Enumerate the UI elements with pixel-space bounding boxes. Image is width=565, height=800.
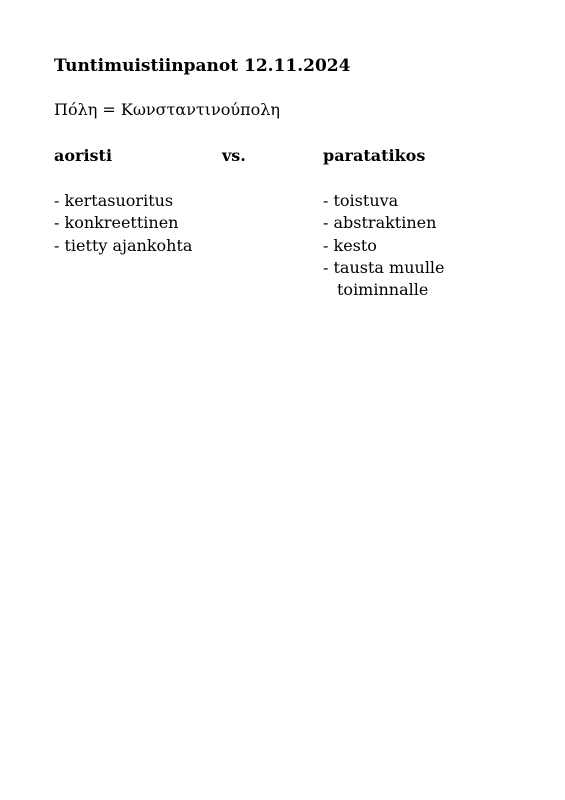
list-item: - abstraktinen xyxy=(323,213,437,233)
greek-equation-line: Πόλη = Κωνσταντινούπολη xyxy=(54,100,281,119)
paratatikos-heading: paratatikos xyxy=(323,146,426,165)
aorist-heading: aoristi xyxy=(54,146,113,165)
list-item: - tausta muulle xyxy=(323,257,445,277)
document-title: Tuntimuistiinpanot 12.11.2024 xyxy=(54,56,351,76)
list-item: - toistuva xyxy=(323,191,399,210)
list-item: - konkreettinen xyxy=(54,213,179,233)
list-item: - tietty ajankohta xyxy=(54,235,193,255)
list-item-continuation: toiminnalle xyxy=(337,280,429,300)
paratatikos-list xyxy=(323,190,445,301)
list-item: - kesto xyxy=(323,235,377,255)
list-item: - kertasuoritus xyxy=(54,191,174,210)
versus-heading: vs. xyxy=(222,146,246,165)
aorist-list xyxy=(54,190,192,257)
